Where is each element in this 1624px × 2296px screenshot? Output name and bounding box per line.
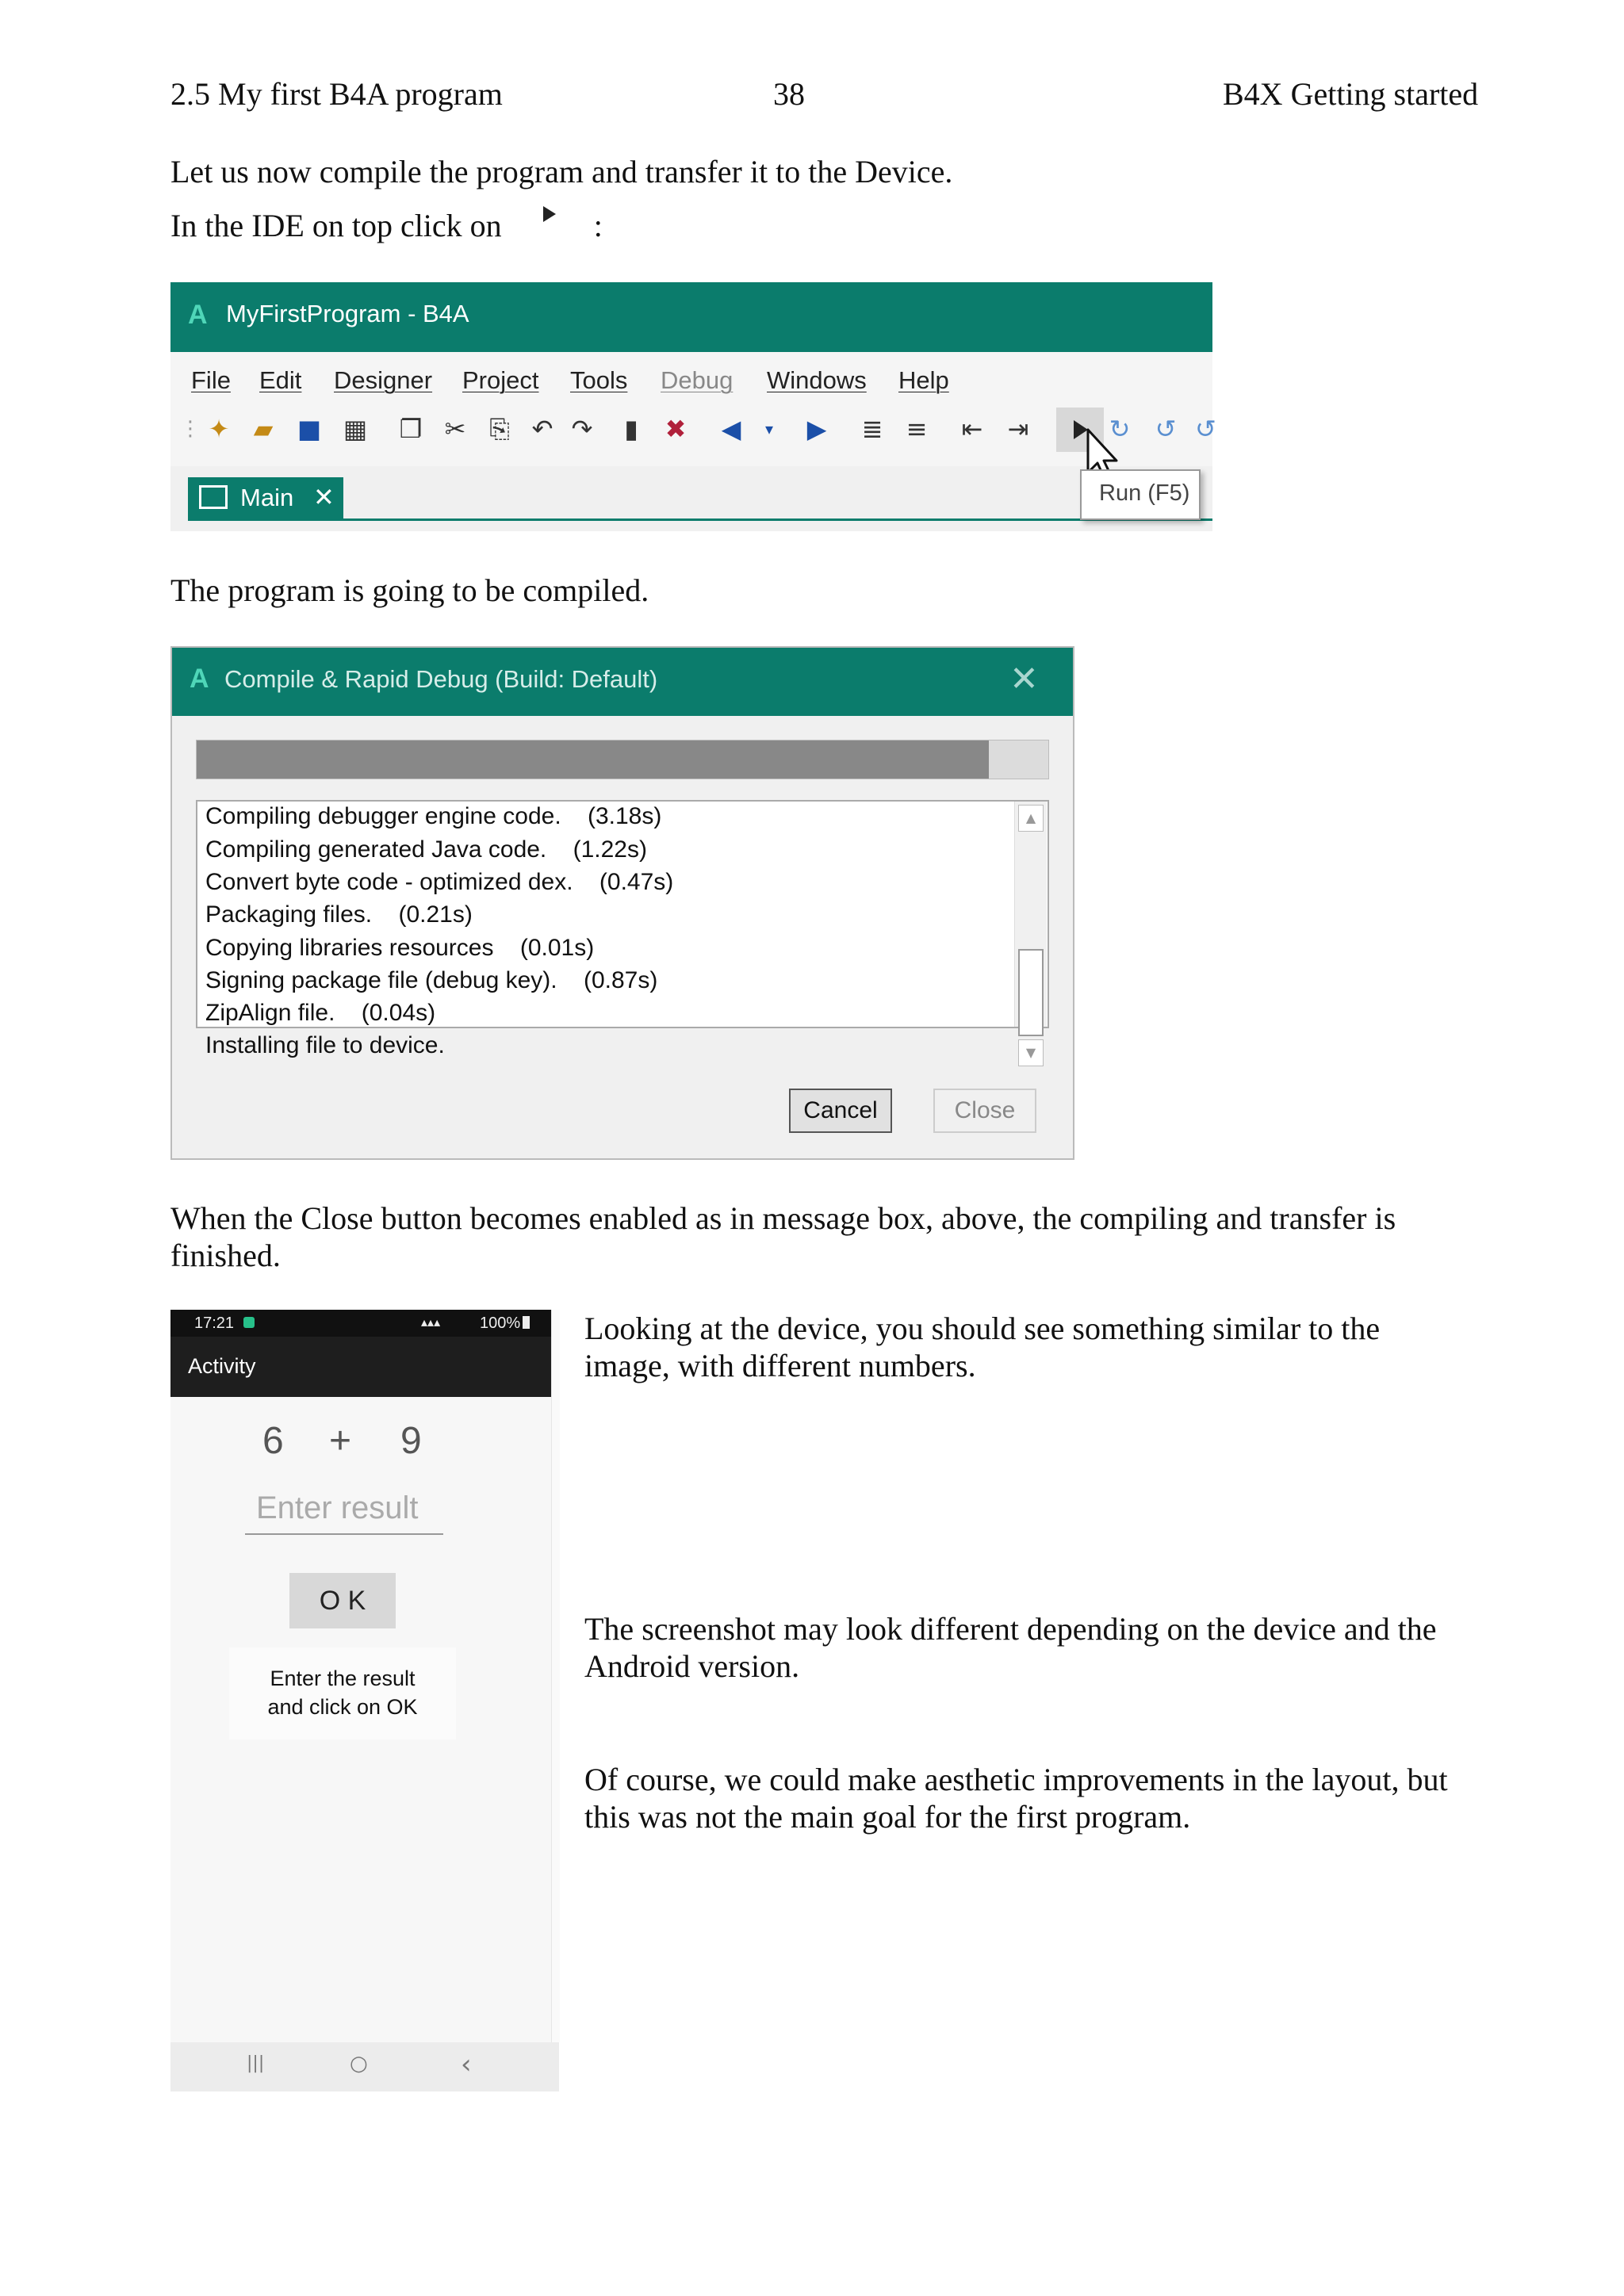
phone-screen-edge (551, 1310, 560, 2042)
save-icon[interactable]: ■ (297, 414, 322, 444)
operator-label: + (329, 1420, 352, 1462)
log-line: ZipAlign file. (0.04s) (205, 1000, 436, 1026)
compile-progress-fill (197, 740, 989, 779)
undo-icon[interactable]: ↶ (531, 414, 553, 444)
log-line: Copying libraries resources (0.01s) (205, 935, 595, 961)
first-number-label: 6 (262, 1420, 284, 1462)
toolbar-grip-icon: ⋮ (180, 417, 201, 441)
uncomment-icon[interactable]: ≡ (906, 414, 928, 444)
new-file-icon[interactable]: ✦ (208, 414, 230, 444)
cancel-button[interactable]: Cancel (789, 1089, 892, 1133)
ide-title-bar (170, 282, 1212, 352)
menu-edit[interactable]: Edit (259, 366, 302, 394)
close-icon[interactable]: ✕ (1009, 659, 1039, 699)
phone-activity-body (170, 1397, 551, 2031)
running-header-section: 2.5 My first B4A program (170, 76, 503, 112)
remove-bookmark-icon[interactable]: ✖ (665, 414, 687, 444)
hint-label (229, 1647, 456, 1739)
b4a-logo-icon: A (190, 664, 209, 694)
phone-status-bar (170, 1310, 551, 1337)
paste-icon[interactable]: ⎘ (489, 414, 510, 444)
status-time: 17:21 (194, 1314, 235, 1332)
run-triangle-icon (543, 206, 556, 222)
menu-file[interactable]: File (191, 366, 231, 394)
phone-screenshot (170, 1310, 559, 2091)
running-header-book-title: B4X Getting started (1223, 76, 1479, 112)
battery-icon (523, 1316, 530, 1329)
scroll-up-icon[interactable]: ▲ (1018, 805, 1044, 832)
paragraph-click-run-text: In the IDE on top click on (170, 208, 502, 243)
paragraph-screenshot-line1: The screenshot may look different depending on the device and the (584, 1611, 1437, 1647)
menu-project[interactable]: Project (462, 366, 539, 394)
compile-dialog (170, 646, 1074, 1160)
menu-windows[interactable]: Windows (767, 366, 867, 394)
outdent-icon[interactable]: ⇤ (961, 414, 983, 444)
phone-navigation-bar (170, 2042, 559, 2091)
paragraph-device-line1: Looking at the device, you should see something similar to the (584, 1311, 1381, 1346)
log-scrollbar[interactable] (1014, 802, 1047, 1060)
second-number-label: 9 (400, 1420, 422, 1462)
result-input-placeholder: Enter result (256, 1490, 419, 1525)
module-icon (199, 485, 228, 509)
navigate-forward-icon[interactable]: ▶ (806, 414, 827, 444)
tab-main-label: Main (240, 484, 294, 511)
log-line: Packaging files. (0.21s) (205, 901, 473, 928)
log-line: Installing file to device. (205, 1032, 445, 1058)
save-all-icon[interactable]: ▦ (343, 414, 368, 444)
menu-designer[interactable]: Designer (334, 366, 433, 394)
indent-icon[interactable]: ⇥ (1007, 414, 1029, 444)
activity-title: Activity (188, 1354, 256, 1378)
compile-log-list[interactable] (196, 800, 1049, 1060)
cut-icon[interactable]: ✂ (444, 414, 466, 444)
run-tooltip: Run (F5) (1080, 469, 1201, 520)
copy-icon[interactable]: ❐ (399, 414, 423, 444)
paragraph-compiling: The program is going to be compiled. (170, 572, 649, 608)
log-line: Signing package file (debug key). (0.87s) (205, 967, 658, 993)
menu-help[interactable]: Help (898, 366, 949, 394)
paragraph-click-run-colon: : (593, 208, 603, 243)
dropdown-arrow-icon[interactable]: ▾ (764, 419, 774, 438)
paragraph-device-line2: image, with different numbers. (584, 1348, 976, 1383)
paragraph-aesthetic-line1: Of course, we could make aesthetic improvements in the layout, but (584, 1762, 1448, 1797)
hint-line-2: and click on OK (267, 1695, 418, 1719)
paragraph-close-enabled-line2: finished. (170, 1238, 281, 1273)
paragraph-aesthetic-line2: this was not the main goal for the first program. (584, 1799, 1191, 1835)
step-out-icon[interactable]: ↺ (1195, 414, 1216, 444)
back-icon[interactable]: ‹ (461, 2049, 472, 2080)
compile-progress-bar (196, 740, 1049, 779)
scroll-down-icon[interactable]: ▼ (1018, 1039, 1044, 1066)
navigate-back-icon[interactable]: ◀ (721, 414, 741, 444)
recent-apps-icon[interactable]: ||| (247, 2053, 265, 2073)
bookmark-icon[interactable]: ▮ (624, 414, 638, 444)
log-line: Compiling debugger engine code. (3.18s) (205, 803, 662, 829)
home-icon[interactable]: ○ (350, 2052, 368, 2076)
ide-tab-row (170, 466, 1212, 531)
ok-button[interactable]: O K (289, 1573, 396, 1628)
tab-underline (188, 519, 1212, 521)
step-over-icon[interactable]: ↻ (1109, 414, 1131, 444)
b4a-logo-icon: A (188, 300, 208, 330)
tab-close-icon[interactable]: ✕ (313, 483, 335, 511)
paragraph-compile-intro: Let us now compile the program and transfer it to the Device. (170, 154, 953, 189)
open-folder-icon[interactable]: ▰ (253, 414, 274, 444)
menu-tools[interactable]: Tools (570, 366, 628, 394)
log-line: Compiling generated Java code. (1.22s) (205, 836, 647, 863)
page-number: 38 (773, 76, 805, 112)
redo-icon[interactable]: ↷ (571, 414, 593, 444)
comment-icon[interactable]: ≣ (861, 414, 883, 444)
notification-icon (243, 1317, 255, 1328)
paragraph-screenshot-line2: Android version. (584, 1648, 800, 1684)
paragraph-close-enabled-line1: When the Close button becomes enabled as in message box, above, the compiling and transfer is (170, 1200, 1396, 1236)
ide-menu-bar (170, 352, 1212, 403)
hint-line-1: Enter the result (270, 1667, 416, 1690)
compile-dialog-title-bar (172, 648, 1073, 716)
scrollbar-thumb[interactable] (1018, 949, 1044, 1036)
result-input[interactable] (245, 1483, 443, 1535)
compile-dialog-title: Compile & Rapid Debug (Build: Default) (224, 665, 658, 693)
signal-wifi-icon: ▴▴▴ (421, 1314, 441, 1330)
tab-main[interactable] (188, 477, 343, 519)
step-into-icon[interactable]: ↺ (1155, 414, 1177, 444)
battery-percent: 100% (480, 1314, 521, 1332)
log-line: Convert byte code - optimized dex. (0.47s) (205, 869, 674, 895)
phone-action-bar (170, 1337, 551, 1397)
menu-debug[interactable]: Debug (661, 366, 733, 394)
ide-window-title: MyFirstProgram - B4A (226, 300, 469, 327)
close-button[interactable]: Close (933, 1089, 1036, 1133)
paragraph-click-run (170, 207, 603, 245)
ide-screenshot (170, 282, 1216, 531)
